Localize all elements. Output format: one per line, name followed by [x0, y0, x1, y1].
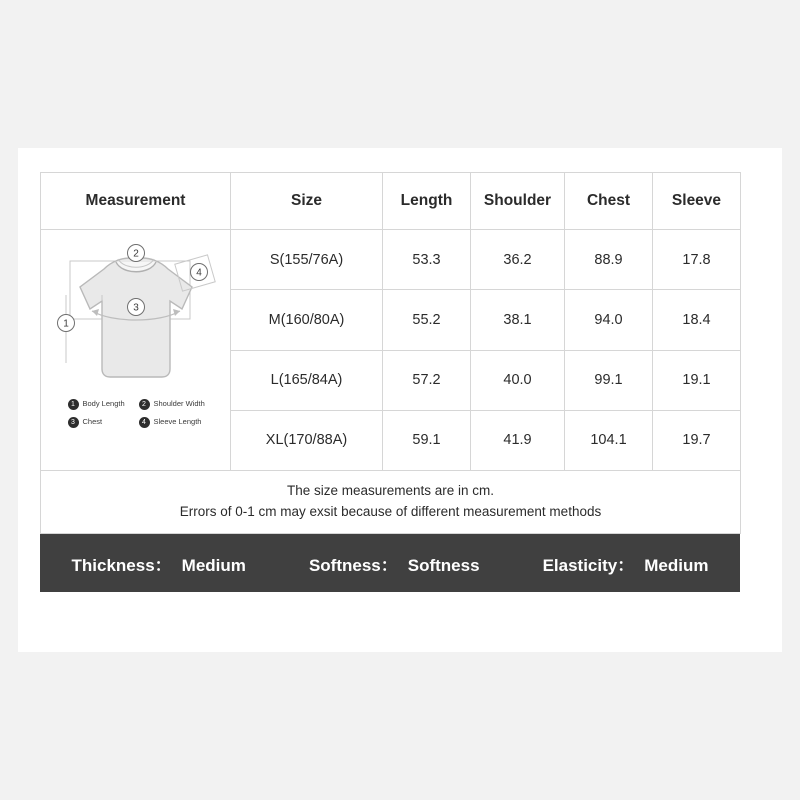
property-thickness-value: Medium	[181, 555, 246, 575]
cell-size: S(155/76A)	[231, 230, 383, 290]
legend-badge-4: 4	[139, 417, 150, 428]
measurement-diagram-cell	[41, 230, 231, 471]
legend-item-3	[68, 417, 139, 428]
cell-length: 55.2	[383, 290, 471, 350]
legend-label-2: Shoulder Width	[153, 399, 205, 409]
column-header-chest: Chest	[565, 173, 653, 230]
cell-chest: 104.1	[565, 410, 653, 470]
property-elasticity-value: Medium	[644, 555, 709, 575]
marker-3: 3	[132, 302, 139, 314]
size-table-container	[40, 172, 740, 534]
size-note-line-2: Errors of 0-1 cm may exsit because of different measurement methods	[179, 504, 602, 519]
size-table	[40, 172, 741, 534]
cell-chest: 88.9	[565, 230, 653, 290]
cell-chest: 94.0	[565, 290, 653, 350]
cell-length: 57.2	[383, 350, 471, 410]
cell-length: 59.1	[383, 410, 471, 470]
cell-sleeve: 19.1	[653, 350, 741, 410]
legend-row	[68, 399, 210, 410]
cell-shoulder: 38.1	[471, 290, 565, 350]
cell-shoulder: 41.9	[471, 410, 565, 470]
legend-badge-3: 3	[68, 417, 79, 428]
size-chart-card	[18, 148, 782, 652]
legend-label-4: Sleeve Length	[153, 417, 202, 427]
size-note	[41, 471, 741, 534]
property-thickness	[72, 551, 246, 576]
tshirt-diagram	[42, 231, 230, 469]
property-thickness-label: Thickness：	[71, 555, 172, 575]
property-softness-label: Softness：	[308, 555, 398, 575]
cell-sleeve: 17.8	[653, 230, 741, 290]
column-header-sleeve: Sleeve	[653, 173, 741, 230]
property-softness	[309, 551, 480, 576]
cell-shoulder: 36.2	[471, 230, 565, 290]
cell-size: M(160/80A)	[231, 290, 383, 350]
cell-sleeve: 19.7	[653, 410, 741, 470]
table-note-row	[41, 471, 741, 534]
legend-badge-1: 1	[68, 399, 79, 410]
legend-label-1: Body Length	[82, 399, 125, 409]
property-softness-value: Softness	[407, 555, 480, 575]
cell-shoulder: 40.0	[471, 350, 565, 410]
legend-badge-2: 2	[139, 399, 150, 410]
legend-item-1	[68, 399, 139, 410]
property-elasticity	[543, 551, 709, 576]
column-header-measurement: Measurement	[41, 173, 231, 230]
marker-4: 4	[195, 267, 202, 279]
cell-size: L(165/84A)	[231, 350, 383, 410]
cell-sleeve: 18.4	[653, 290, 741, 350]
table-header-row	[41, 173, 741, 230]
legend-label-3: Chest	[82, 417, 103, 427]
cell-length: 53.3	[383, 230, 471, 290]
diagram-legend	[68, 399, 210, 435]
marker-2: 2	[132, 248, 139, 260]
column-header-shoulder: Shoulder	[471, 173, 565, 230]
tshirt-illustration	[42, 231, 230, 409]
legend-item-4	[139, 417, 210, 428]
column-header-size: Size	[231, 173, 383, 230]
cell-size: XL(170/88A)	[231, 410, 383, 470]
property-elasticity-label: Elasticity：	[542, 555, 635, 575]
column-header-length: Length	[383, 173, 471, 230]
marker-1: 1	[62, 318, 69, 330]
size-note-line-1: The size measurements are in cm.	[286, 483, 495, 499]
legend-row	[68, 417, 210, 428]
fabric-property-bar	[40, 534, 740, 592]
table-row	[41, 230, 741, 290]
legend-item-2	[139, 399, 210, 410]
cell-chest: 99.1	[565, 350, 653, 410]
